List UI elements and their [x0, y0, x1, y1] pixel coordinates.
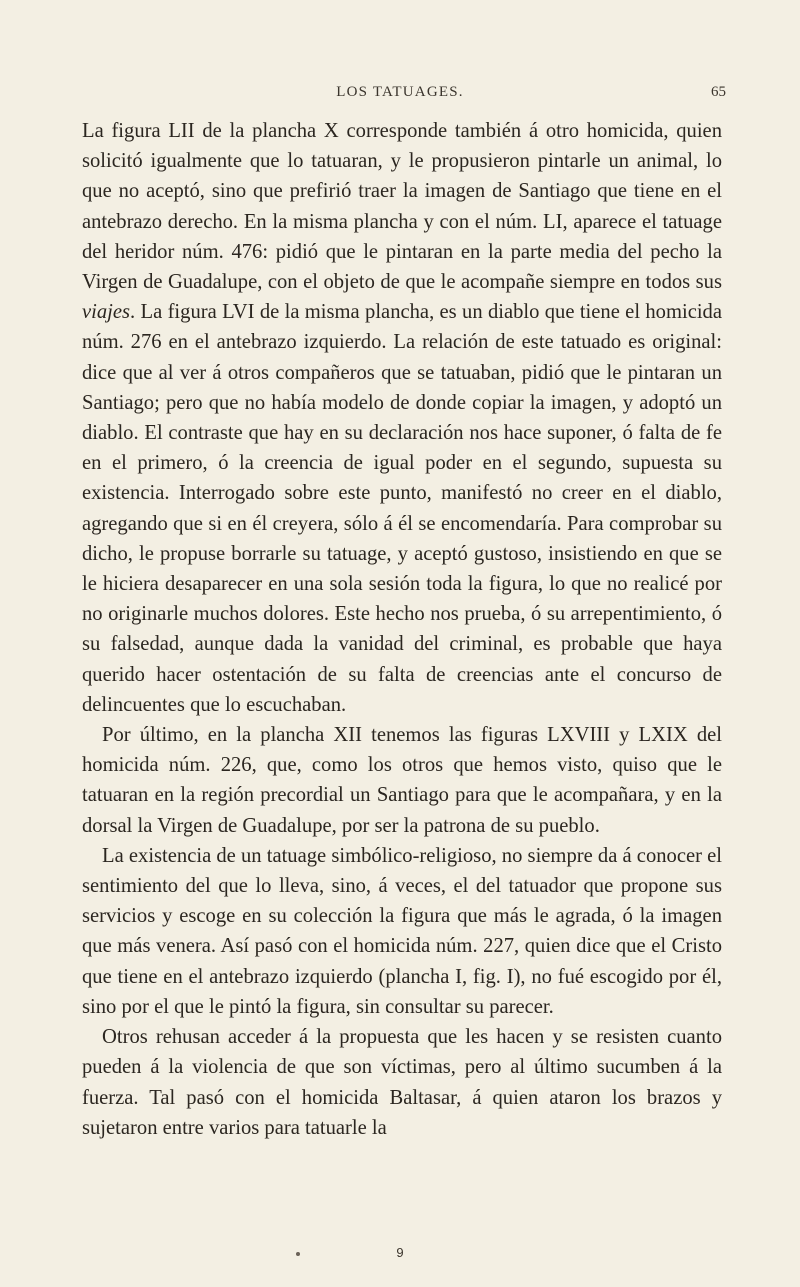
paragraph-4-text: Otros rehusan acceder á la propuesta que les hacen y se resisten cuanto pueden á la violencia de que son víctimas, pero al último sucumben á la fuerza. Tal pasó con el homicida Baltasar, á quien ataron los brazos y sujetaron entre varios para tatuarle la: [82, 1026, 722, 1139]
running-head: [0, 84, 800, 108]
paragraph-1: [82, 116, 722, 720]
paragraph-2-text: Por último, en la plancha XII tenemos las figuras LXVIII y LXIX del homicida núm. 226, que, como los otros que hemos visto, quiso que le tatuaran en la región precordial un Santiago para que le acompañara, y en la dorsal la Virgen de Guadalupe, por ser la patrona de su pueblo.: [82, 724, 722, 837]
paragraph-2: [82, 720, 722, 841]
paragraph-4: [82, 1022, 722, 1143]
paragraph-3: [82, 841, 722, 1022]
running-title: LOS TATUAGES.: [336, 84, 464, 100]
paragraph-1-text-a: La figura LII de la plancha X corresponde también á otro homicida, quien solicitó igualmente que lo tatuaran, y le propusieron pintarle un animal, lo que no aceptó, sino que prefirió traer la imagen de Santiago que tiene en el antebrazo derecho. En la misma plancha y con el núm. LI, aparece el tatuage del heridor núm. 476: pidió que le pintaran en la parte media del pecho la Virgen de Guadalupe, con el objeto de que le acompañe siempre en todos sus: [82, 120, 722, 294]
paragraph-3-text: La existencia de un tatuage simbólico-religioso, no siempre da á conocer el sentimiento del que lo lleva, sino, á veces, el del tatuador que propone sus servicios y escoge en su colección la figura que más le agrada, ó la imagen que más venera. Así pasó con el homicida núm. 227, quien dice que el Cristo que tiene en el antebrazo izquierdo (plancha I, fig. I), no fué escogido por él, sino por el que le pintó la figura, sin consultar su parecer.: [82, 844, 722, 1018]
paragraph-1-italic-word: viajes: [82, 301, 131, 324]
paragraph-1-text-b: . La figura LVI de la misma plancha, es un diablo que tiene el homicida núm. 276 en el antebrazo izquierdo. La relación de este tatuado es original: dice que al ver á otros compañeros que se tatuaban, pidió que le pintaran un Santiago; pero que no había modelo de donde copiar la imagen, y adoptó un diablo. El contraste que hay en su declaración nos hace suponer, ó falta de fe en el primero, ó la creencia de igual poder en el segundo, supuesta su existencia. Interrogado sobre este punto, manifestó no creer en el diablo, agregando que si en él creyera, sólo á él se encomendaría. Para comprobar su dicho, le propuse borrarle su tatuage, y aceptó gustoso, insistiendo en que se le hiciera desaparecer en una sola sesión toda la figura, lo que no realicé por no originarle muchos dolores. Este hecho nos prueba, ó su arrepentimiento, ó su falsedad, aunque dada la vanidad del criminal, es probable que haya querido hacer ostentación de su falta de creencias ante el concurso de delincuentes que lo escuchaban.: [82, 301, 722, 716]
body-text: [82, 116, 722, 1143]
signature-mark: 9: [396, 1245, 404, 1260]
page-number: 65: [711, 84, 726, 100]
